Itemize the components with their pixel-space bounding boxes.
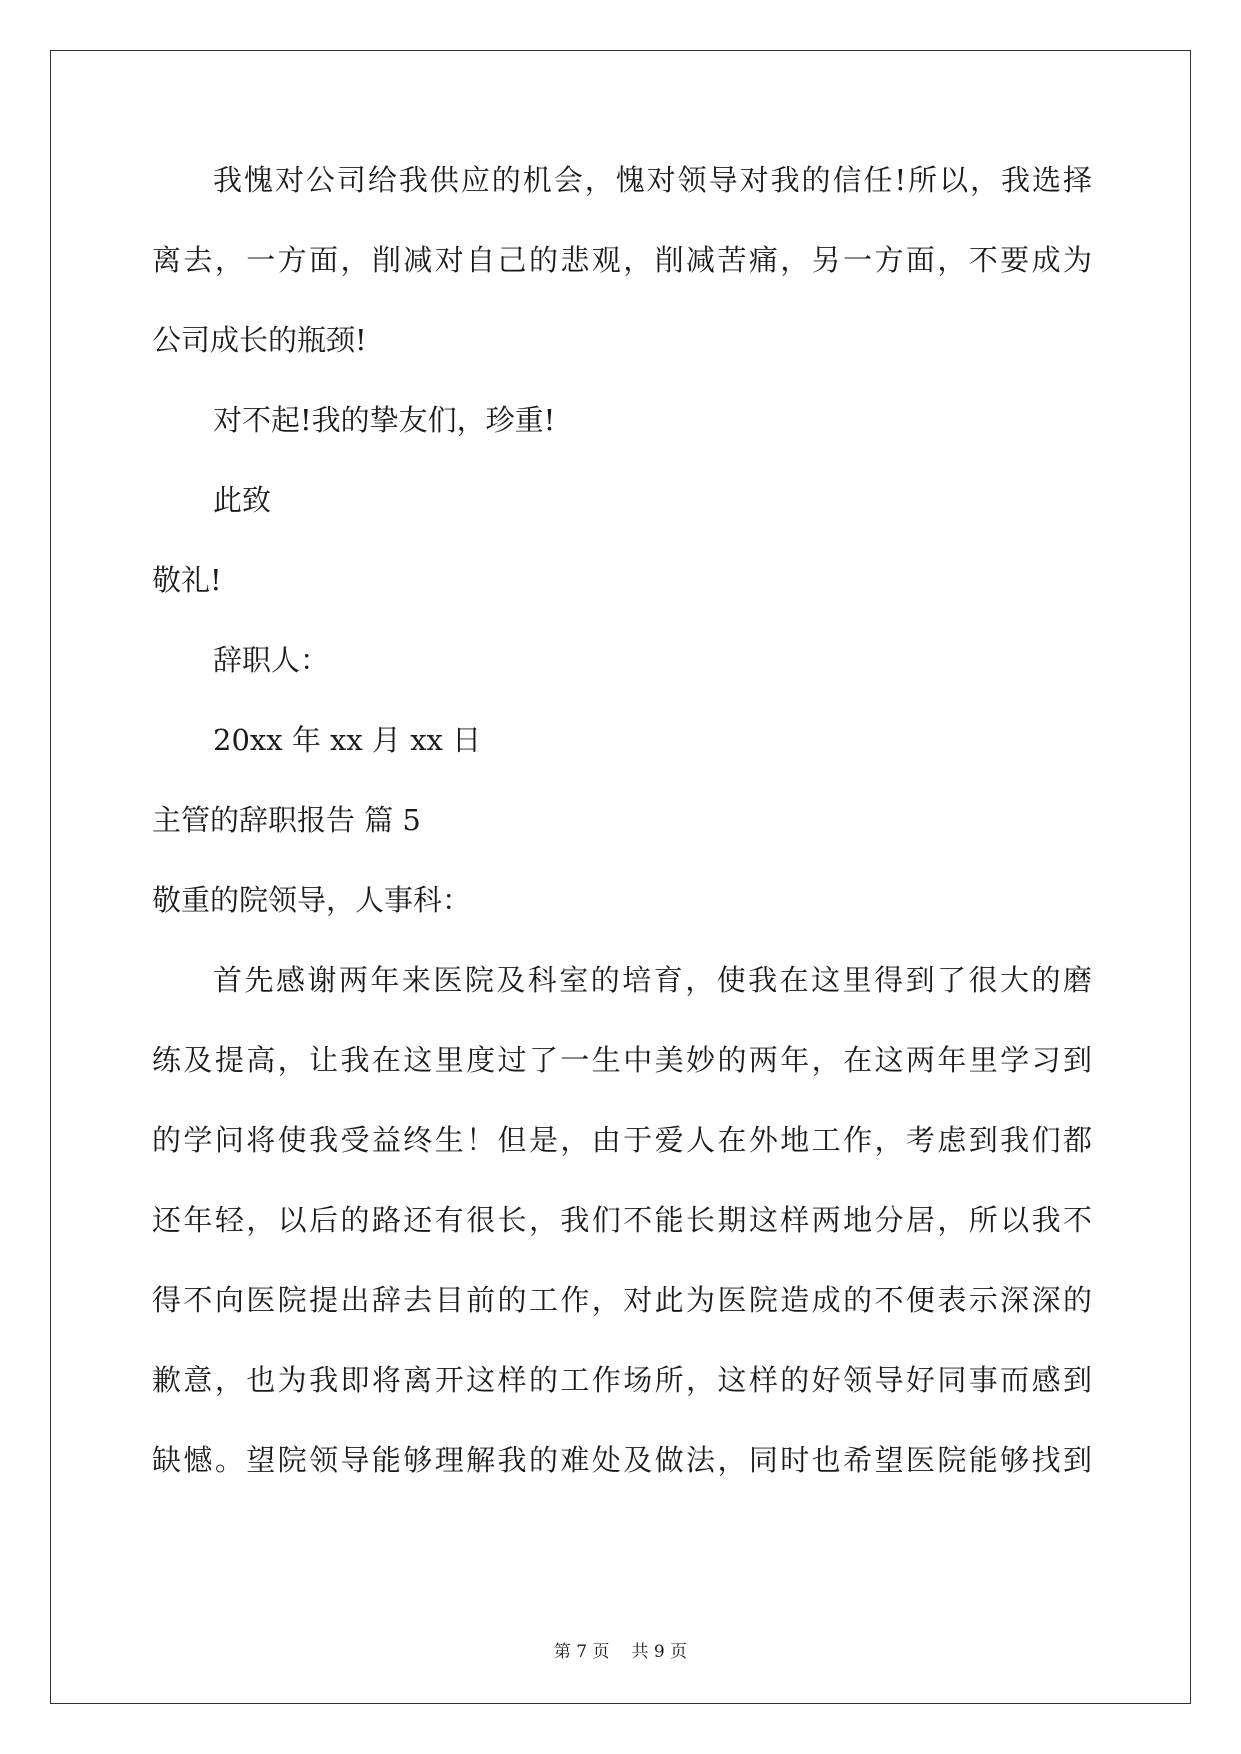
paragraph-line: 公司成长的瓶颈! bbox=[152, 323, 367, 357]
paragraph-line: 歉意，也为我即将离开这样的工作场所，这样的好领导好同事而感到 bbox=[152, 1363, 1092, 1397]
paragraph-line: 我愧对公司给我供应的机会，愧对领导对我的信任!所以，我选择 bbox=[213, 163, 1092, 197]
paragraph-line: 离去，一方面，削减对自己的悲观，削减苦痛，另一方面，不要成为 bbox=[152, 243, 1092, 277]
signature-line: 辞职人： bbox=[213, 643, 330, 677]
date-line: 20xx 年 xx 月 xx 日 bbox=[213, 723, 482, 757]
paragraph-line: 对不起!我的挚友们，珍重! bbox=[213, 403, 556, 437]
closing-salutation: 此致 bbox=[213, 483, 272, 517]
document-body bbox=[152, 160, 1092, 1520]
page-number: 第 7 页 bbox=[553, 1642, 610, 1662]
paragraph-line: 练及提高，让我在这里度过了一生中美妙的两年，在这两年里学习到 bbox=[152, 1043, 1092, 1077]
paragraph-line: 得不向医院提出辞去目前的工作，对此为医院造成的不便表示深深的 bbox=[152, 1283, 1092, 1317]
greeting-line: 敬重的院领导，人事科： bbox=[152, 883, 472, 917]
closing-regards: 敬礼! bbox=[152, 563, 222, 597]
paragraph-line: 还年轻，以后的路还有很长，我们不能长期这样两地分居，所以我不 bbox=[152, 1203, 1092, 1237]
paragraph-line: 缺憾。望院领导能够理解我的难处及做法，同时也希望医院能够找到 bbox=[152, 1443, 1092, 1477]
paragraph-line: 的学问将使我受益终生！但是，由于爱人在外地工作，考虑到我们都 bbox=[152, 1123, 1092, 1157]
paragraph-line: 首先感谢两年来医院及科室的培育，使我在这里得到了很大的磨 bbox=[213, 963, 1092, 997]
page-total: 共 9 页 bbox=[631, 1642, 688, 1662]
section-heading: 主管的辞职报告 篇 5 bbox=[152, 803, 421, 837]
page-footer bbox=[0, 1640, 1241, 1664]
